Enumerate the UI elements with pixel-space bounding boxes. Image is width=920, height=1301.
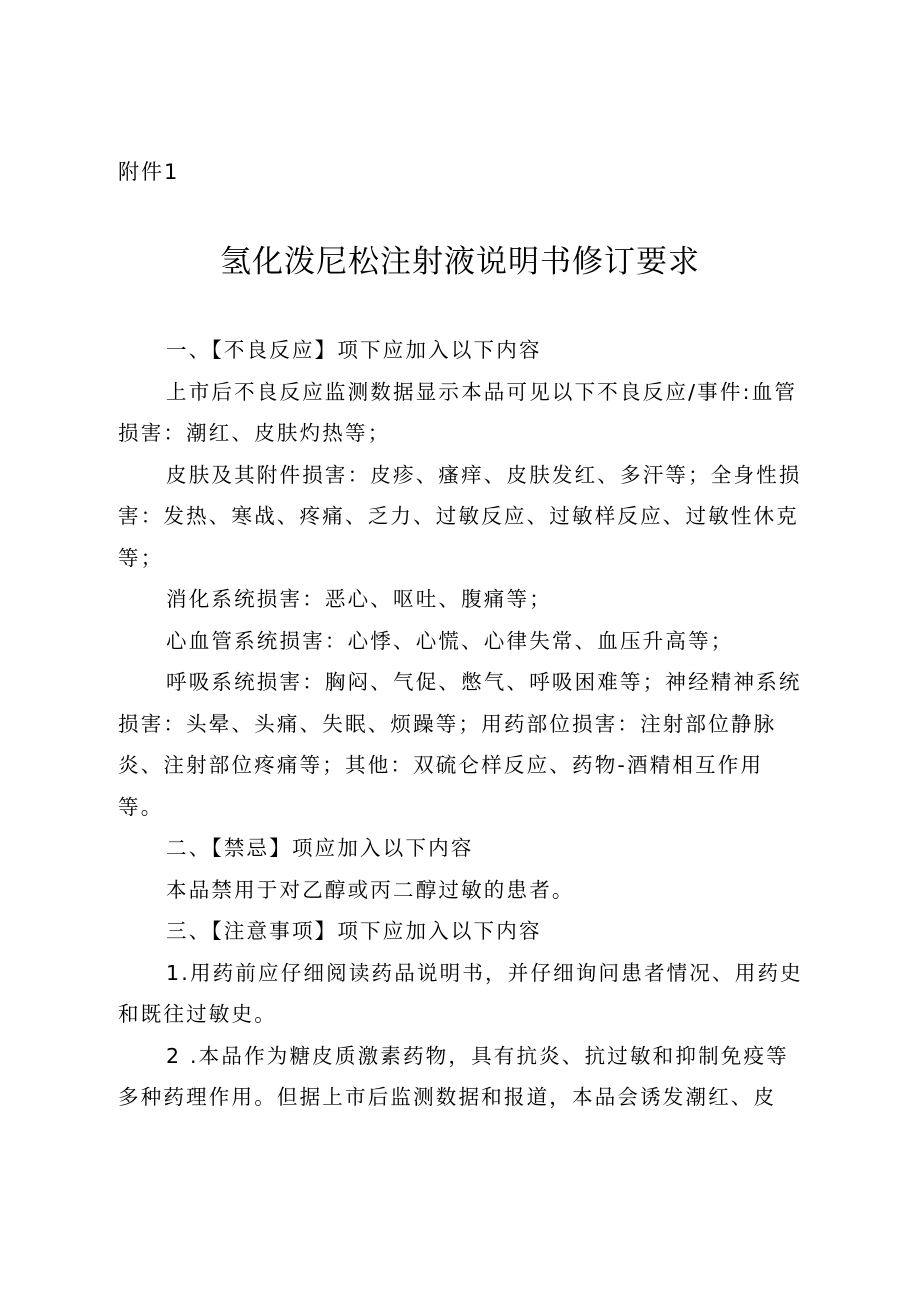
attachment-label: 附件1	[118, 160, 180, 184]
paragraph-digestive: 消化系统损害：恶心、呕吐、腹痛等；	[166, 587, 552, 611]
paragraph-precaution-1: 1.用药前应仔细阅读药品说明书，并仔细询问患者情况、用药史和既往过敏史。	[118, 960, 803, 1026]
section-heading-adverse-reactions: 一、【不良反应】项下应加入以下内容	[166, 338, 542, 362]
paragraph-respiratory-neuro: 呼吸系统损害：胸闷、气促、憋气、呼吸困难等；神经精神系统损害：头晕、头痛、失眠、烦躁等；用药部位损害：注射部位静脉炎、注射部位疼痛等；其他：双硫仑样反应、药物-酒精相互作用等。	[118, 670, 802, 819]
paragraph-cardiovascular: 心血管系统损害：心悸、心慌、心律失常、血压升高等；	[166, 628, 734, 653]
document-body	[118, 330, 808, 1119]
paragraph-skin-systemic: 皮肤及其附件损害：皮疹、瘙痒、皮肤发红、多汗等；全身性损害：发热、寒战、疼痛、乏力、过敏反应、过敏样反应、过敏性休克等；	[118, 462, 802, 570]
section-heading-precautions: 三、【注意事项】项下应加入以下内容	[166, 919, 542, 943]
paragraph-vascular: 上市后不良反应监测数据显示本品可见以下不良反应/事件:血管损害：潮红、皮肤灼热等；	[118, 379, 798, 445]
paragraph-precaution-2: 2 .本品作为糖皮质激素药物，具有抗炎、抗过敏和抑制免疫等多种药理作用。但据上市后监测数据和报道，本品会诱发潮红、皮	[118, 1043, 789, 1109]
paragraph-contraindication: 本品禁用于对乙醇或丙二醇过敏的患者。	[166, 877, 575, 902]
section-heading-contraindications: 二、【禁忌】项应加入以下内容	[166, 836, 474, 860]
document-title: 氢化泼尼松注射液说明书修订要求	[220, 244, 700, 280]
